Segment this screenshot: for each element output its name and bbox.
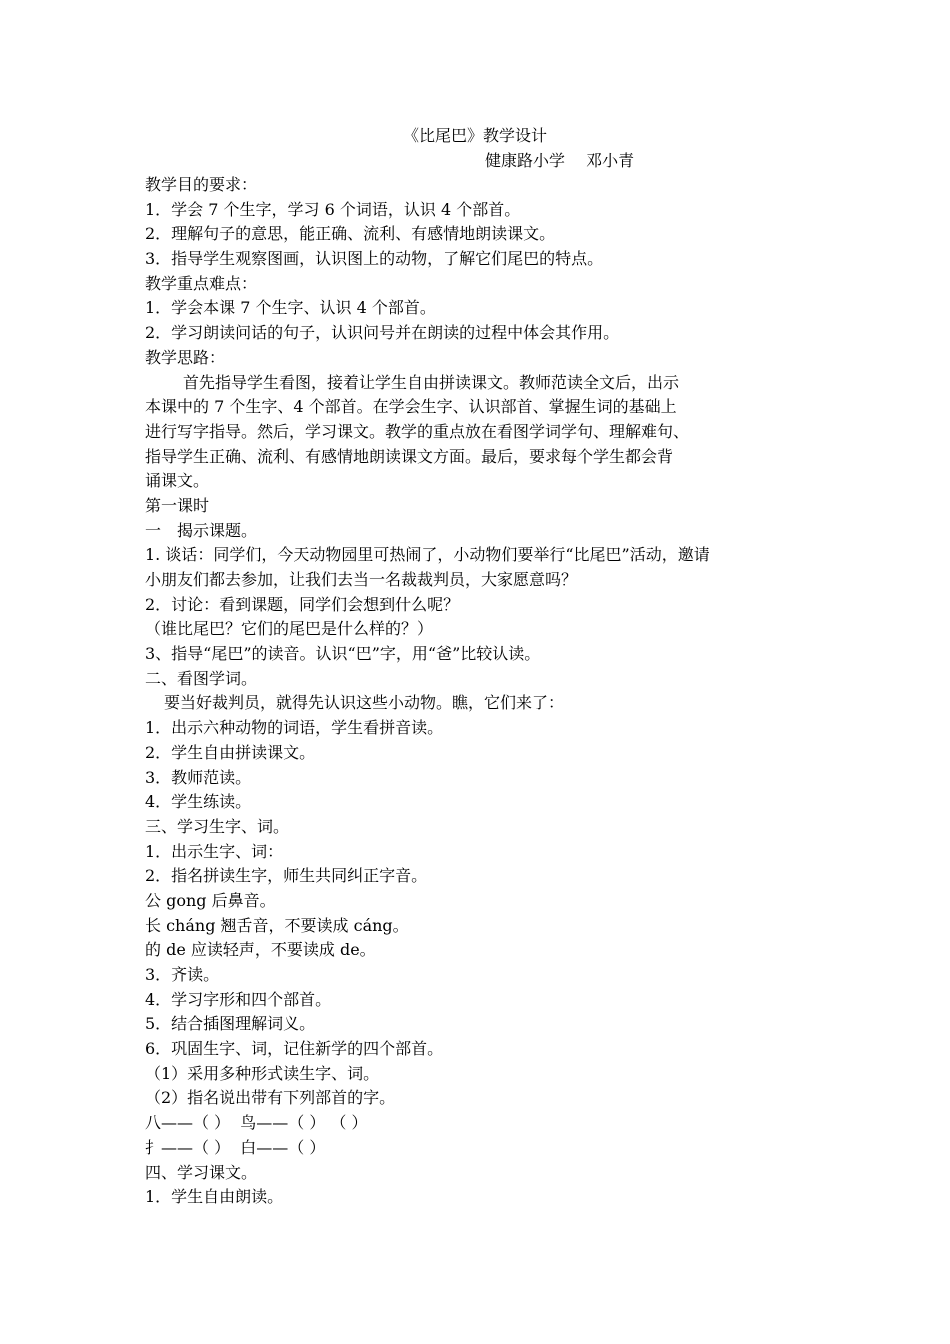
text-line: 3．齐读。 <box>145 965 220 984</box>
document-author: 健康路小学 邓小青 <box>485 151 635 170</box>
paragraph-line: 指导学生正确、流利、有感情地朗读课文方面。最后，要求每个学生都会背 <box>145 446 674 466</box>
text-line: 3．指导学生观察图画，认识图上的动物，了解它们尾巴的特点。 <box>145 249 604 269</box>
paragraph-line: 诵课文。 <box>145 471 210 491</box>
document-body <box>145 173 815 1210</box>
text-line: 2．理解句子的意思，能正确、流利、有感情地朗读课文。 <box>145 224 556 244</box>
section-heading: 四、学习课文。 <box>145 1162 258 1182</box>
section-heading: 第一课时 <box>145 495 210 515</box>
text-line: 2．学习朗读问话的句子，认识问号并在朗读的过程中体会其作用。 <box>145 323 620 343</box>
section-heading: 二、看图学词。 <box>145 668 258 688</box>
text-line: 4．学习字形和四个部首。 <box>145 989 332 1009</box>
text-line: 2．学生自由拼读课文。 <box>145 742 316 762</box>
section-heading: 三、学习生字、词。 <box>145 816 290 836</box>
paragraph-line: 本课中的 7 个生字、4 个部首。在学会生字、认识部首、掌握生词的基础上 <box>145 397 677 417</box>
text-line: 4．学生练读。 <box>145 792 252 812</box>
text-line: （2）指名说出带有下列部首的字。 <box>145 1088 396 1108</box>
text-line: 2．指名拼读生字，师生共同纠正字音。 <box>145 866 428 886</box>
text-line: 公 gong 后鼻音。 <box>145 890 276 910</box>
document-title: 《比尾巴》教学设计 <box>402 126 547 145</box>
text-line: 八——（ ） 鸟——（ ） （ ） <box>145 1113 368 1133</box>
paragraph-line: 首先指导学生看图，接着让学生自由拼读课文。教师范读全文后，出示 <box>183 372 680 392</box>
text-line: 1．学生自由朗读。 <box>145 1187 284 1207</box>
section-heading: 教学思路： <box>145 347 226 367</box>
text-line: 3．教师范读。 <box>145 767 252 787</box>
text-line: 6．巩固生字、词，记住新学的四个部首。 <box>145 1039 444 1059</box>
text-line: 长 cháng 翘舌音，不要读成 cáng。 <box>145 915 409 935</box>
text-line: 5．结合插图理解词义。 <box>145 1014 316 1034</box>
text-line: 1．出示生字、词： <box>145 841 284 861</box>
text-line: 1．学会 7 个生字，学习 6 个词语，认识 4 个部首。 <box>145 199 521 219</box>
section-heading: 教学重点难点： <box>145 273 258 293</box>
section-heading: 教学目的要求： <box>145 175 258 194</box>
text-line: 1. 谈话：同学们，今天动物园里可热闹了，小动物们要举行“比尾巴”活动，邀请 <box>145 545 710 565</box>
text-line: 3、指导“尾巴”的读音。认识“巴”字，用“爸”比较认读。 <box>145 644 541 664</box>
paragraph-line: 进行写字指导。然后，学习课文。教学的重点放在看图学词学句、理解难句、 <box>145 421 690 441</box>
text-line: 的 de 应读轻声，不要读成 de。 <box>145 940 376 960</box>
text-line: 2．讨论：看到课题，同学们会想到什么呢？ <box>145 594 460 614</box>
paragraph-line: 要当好裁判员，就得先认识这些小动物。瞧，它们来了： <box>164 693 565 713</box>
text-line: （谁比尾巴？它们的尾巴是什么样的？） <box>145 619 434 639</box>
section-heading: 一 揭示课题。 <box>145 520 258 540</box>
text-line: 1．出示六种动物的词语，学生看拼音读。 <box>145 718 444 738</box>
text-line: 小朋友们都去参加，让我们去当一名裁裁判员，大家愿意吗？ <box>145 570 578 589</box>
text-line: 1．学会本课 7 个生字、认识 4 个部首。 <box>145 298 436 318</box>
text-line: 扌——（ ） 白——（ ） <box>145 1137 326 1157</box>
text-line: （1）采用多种形式读生字、词。 <box>145 1063 380 1083</box>
